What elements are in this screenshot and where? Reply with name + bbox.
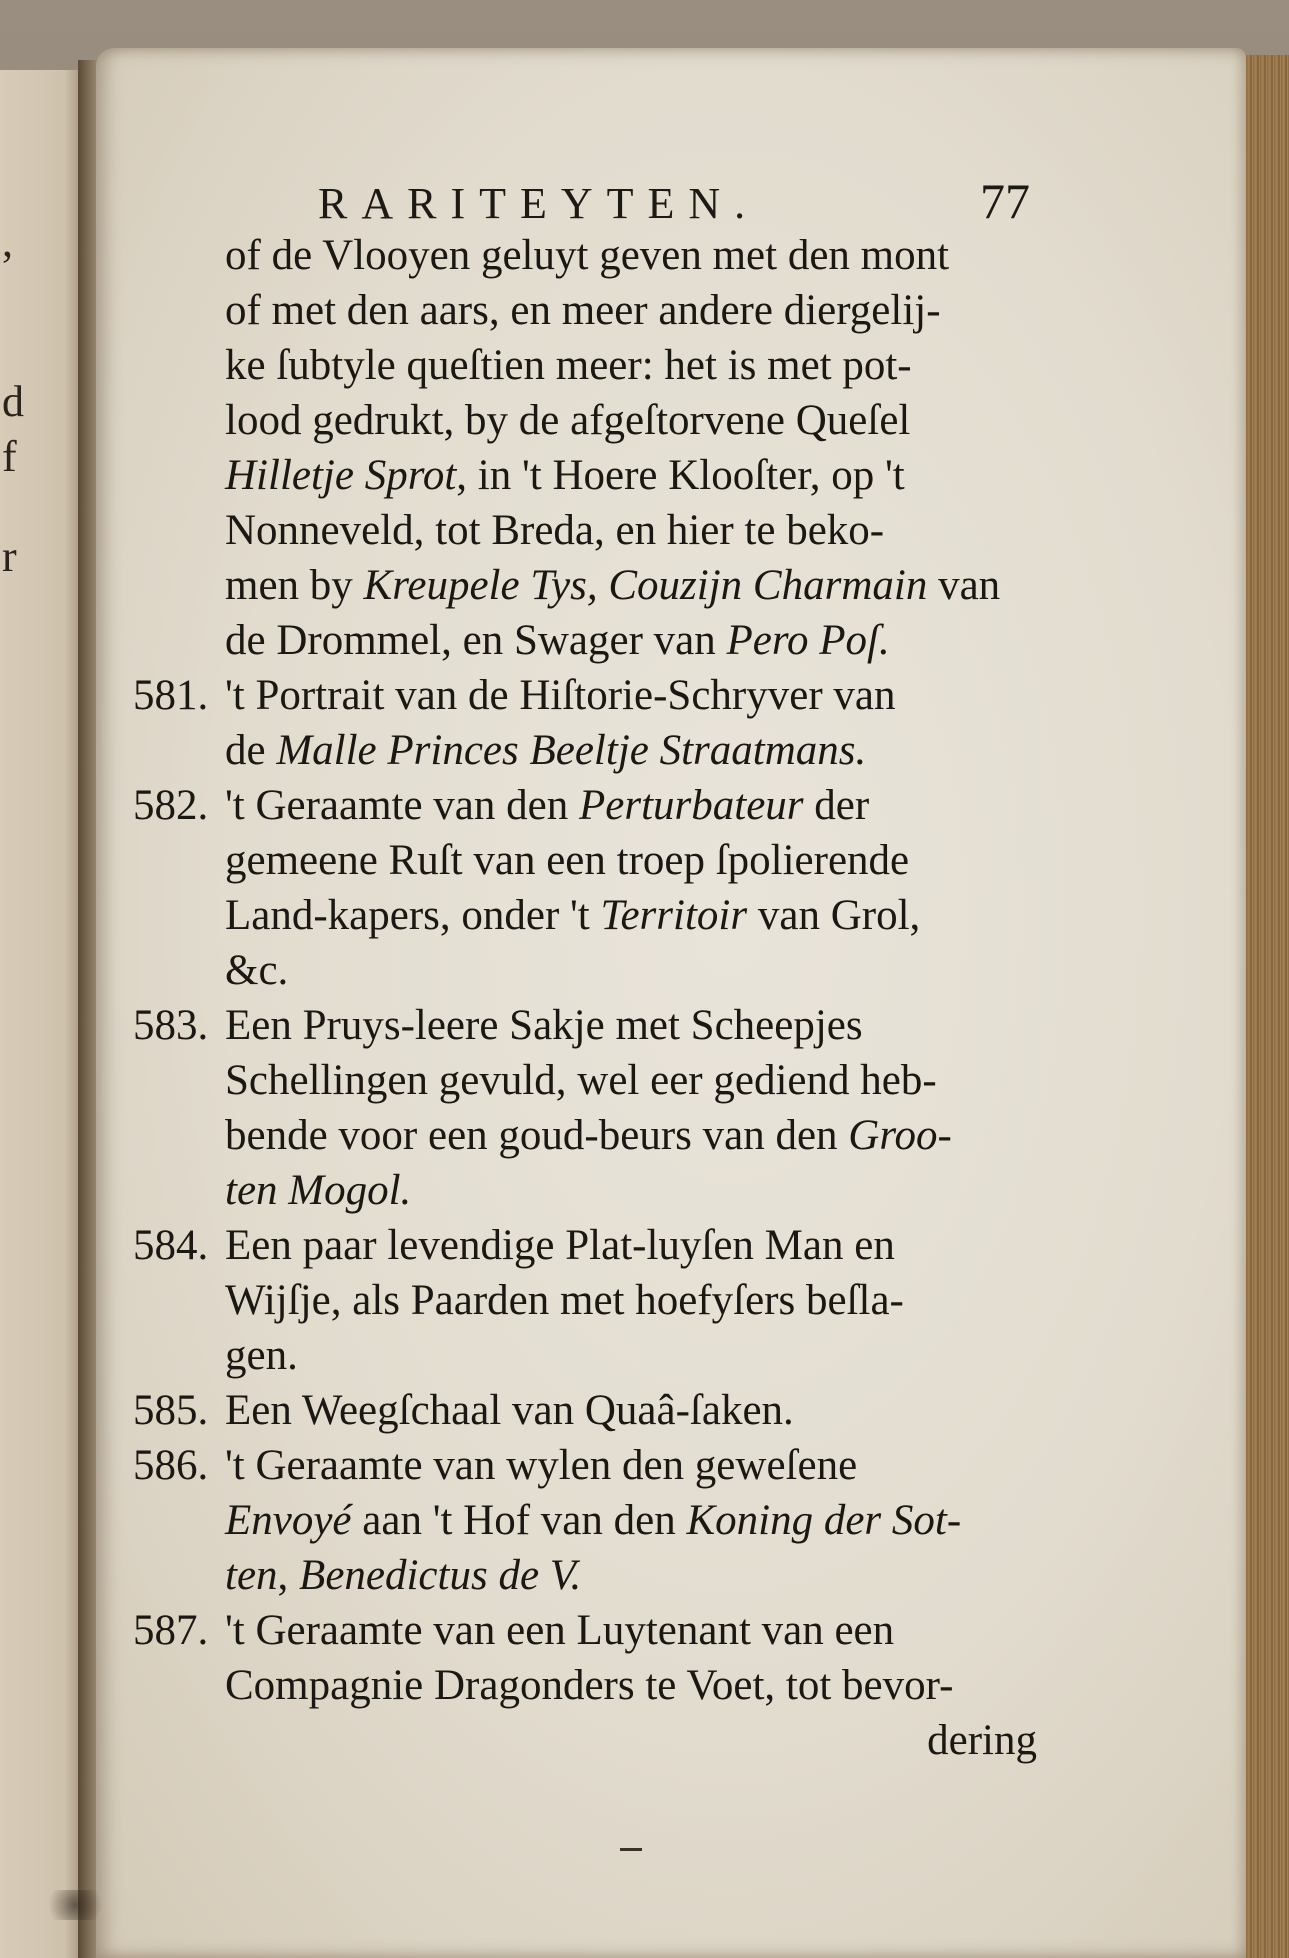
- running-head: RARITEYTEN.: [318, 179, 760, 228]
- catalog-entry: [133, 1438, 1045, 1603]
- text-line: [165, 1328, 1045, 1383]
- text-segment: lood gedrukt, by de afgeſtorvene Queſel: [225, 397, 911, 444]
- page-text: [133, 228, 1045, 1768]
- text-line: [165, 778, 1045, 833]
- text-segment: 't Geraamte van een Luytenant van een: [225, 1607, 895, 1654]
- text-line: [165, 228, 1045, 283]
- italic-text: Pero Poſ.: [726, 617, 890, 664]
- text-line: [165, 283, 1045, 338]
- catalog-entry: [133, 668, 1045, 778]
- italic-text: Perturbateur: [578, 782, 804, 829]
- entry-number: 587.: [133, 1607, 209, 1654]
- text-line: [165, 1603, 1045, 1658]
- text-segment: Wijſje, als Paarden met hoefyſers beſla-: [225, 1277, 904, 1324]
- catalog-entry: [133, 778, 1045, 998]
- italic-text: ten: [225, 1552, 278, 1599]
- text-segment: &c.: [225, 947, 289, 994]
- text-line: [165, 888, 1045, 943]
- text-segment: de: [225, 727, 277, 774]
- text-line: [165, 943, 1045, 998]
- italic-text: Koning der Sot-: [686, 1497, 962, 1544]
- text-segment: Nonneveld, tot Breda, en hier te beko-: [225, 507, 885, 554]
- text-line: [165, 1493, 1045, 1548]
- text-segment: de Drommel, en Swager van: [225, 617, 727, 664]
- text-segment: , in 't Hoere Klooſter, op 't: [456, 452, 905, 499]
- text-segment: Een paar levendige Plat-luyſen Man en: [225, 1222, 895, 1269]
- text-segment: gemeene Ruſt van een troep ſpolierende: [225, 837, 910, 884]
- text-line: [165, 1383, 1045, 1438]
- text-segment: gen.: [225, 1332, 298, 1379]
- catalog-entry: [133, 1383, 1045, 1438]
- text-line: [165, 1273, 1045, 1328]
- text-line: [165, 723, 1045, 778]
- text-line: [165, 1163, 1045, 1218]
- text-segment: ,: [277, 1552, 300, 1599]
- catchword: dering: [927, 1717, 1037, 1764]
- text-line: [165, 1108, 1045, 1163]
- catalog-entry: [133, 1218, 1045, 1383]
- text-line: [165, 1658, 1045, 1713]
- italic-text: Hilletje Sprot: [225, 452, 457, 499]
- italic-text: ten Mogol.: [225, 1167, 412, 1214]
- text-segment: 't Geraamte van den: [225, 782, 579, 829]
- footer-mark: [620, 1848, 642, 1851]
- left-page-fragment: d: [2, 377, 24, 426]
- text-line: [165, 1218, 1045, 1273]
- text-segment: 't Portrait van de Hiſtorie-Schryver van: [225, 672, 896, 719]
- text-segment: Een Weegſchaal van Quaâ-ſaken.: [225, 1387, 794, 1434]
- text-segment: 't Geraamte van wylen den geweſene: [225, 1442, 858, 1489]
- text-line: [165, 558, 1045, 613]
- text-line: [165, 998, 1045, 1053]
- italic-text: Envoyé: [225, 1497, 352, 1544]
- entry-number: 582.: [133, 782, 209, 829]
- left-page-fragment: r: [2, 532, 17, 581]
- entry-number: 583.: [133, 1002, 209, 1049]
- text-line: [165, 338, 1045, 393]
- italic-text: Groo-: [848, 1112, 952, 1159]
- text-segment: bende voor een goud-beurs van den: [225, 1112, 849, 1159]
- text-segment: der: [803, 782, 870, 829]
- text-segment: of de Vlooyen geluyt geven met den mont: [225, 232, 950, 279]
- text-line: [165, 833, 1045, 888]
- text-line: [165, 1053, 1045, 1108]
- page-number: 77: [980, 173, 1030, 229]
- text-line: [165, 1548, 1045, 1603]
- left-page-fragment: f: [2, 432, 17, 481]
- text-segment: Schellingen gevuld, wel eer gediend heb-: [225, 1057, 937, 1104]
- entry-number: 584.: [133, 1222, 209, 1269]
- text-segment: van: [927, 562, 1001, 609]
- text-line: [165, 613, 1045, 668]
- text-segment: ke ſubtyle queſtien meer: het is met pot-: [225, 342, 912, 389]
- catalog-entry: [133, 1603, 1045, 1713]
- text-segment: aan 't Hof van den: [351, 1497, 687, 1544]
- italic-text: Kreupele Tys, Couzijn Charmain: [363, 562, 928, 609]
- text-line: [165, 393, 1045, 448]
- text-segment: of met den aars, en meer andere diergelij-: [225, 287, 941, 334]
- text-line: [165, 503, 1045, 558]
- italic-text: Benedictus de V.: [299, 1552, 582, 1599]
- entry-number: 585.: [133, 1387, 209, 1434]
- text-segment: van Grol,: [747, 892, 921, 939]
- left-page-fragment: ,: [2, 217, 13, 266]
- text-line: [165, 668, 1045, 723]
- text-line: [165, 448, 1045, 503]
- text-segment: Land-kapers, onder 't: [225, 892, 601, 939]
- italic-text: Malle Princes Beeltje Straatmans.: [276, 727, 867, 774]
- entry-number: 581.: [133, 672, 209, 719]
- catalog-entry: [133, 998, 1045, 1218]
- entry-number: 586.: [133, 1442, 209, 1489]
- text-segment: Compagnie Dragonders te Voet, tot bevor-: [225, 1662, 954, 1709]
- italic-text: Territoir: [600, 892, 748, 939]
- text-line: [165, 1438, 1045, 1493]
- ink-stain: [40, 1890, 110, 1920]
- text-segment: men by: [225, 562, 364, 609]
- text-segment: Een Pruys-leere Sakje met Scheepjes: [225, 1002, 863, 1049]
